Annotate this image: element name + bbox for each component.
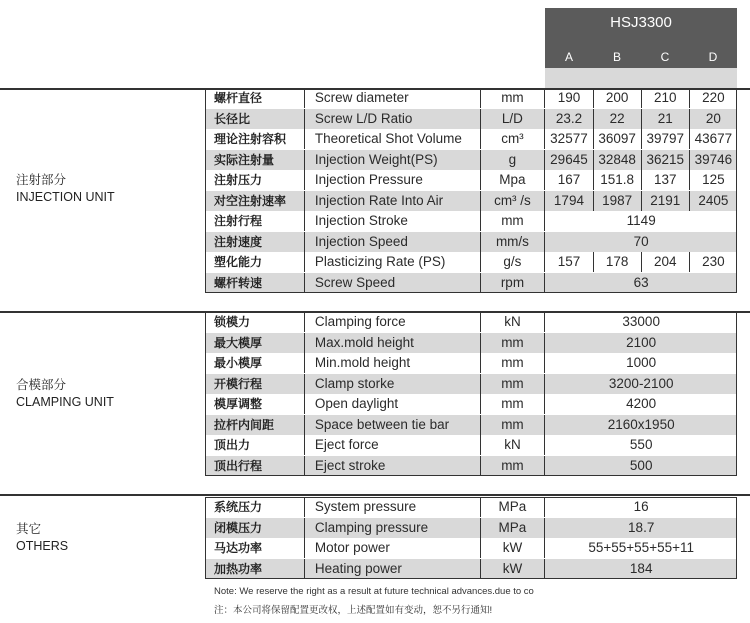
param-name-en: Theoretical Shot Volume (305, 129, 481, 149)
section-label-zh: 其它 (16, 522, 42, 536)
param-name-en: Eject force (305, 435, 481, 455)
param-unit: mm (481, 394, 546, 414)
param-unit: kW (481, 559, 546, 579)
param-unit: cm³ /s (481, 191, 546, 211)
param-name-zh: 最大模厚 (205, 333, 305, 353)
note-chinese: 注：本公司将保留配置更改权，上述配置如有变动，恕不另行通知! (214, 605, 493, 616)
param-value-b: 22 (594, 109, 642, 129)
param-values (545, 109, 737, 129)
column-label-a: A (564, 50, 573, 64)
section-label-en: CLAMPING UNIT (16, 395, 114, 409)
param-unit: Mpa (481, 170, 546, 190)
param-name-en: Space between tie bar (305, 415, 481, 435)
table-row (205, 435, 737, 455)
table-row (205, 129, 737, 149)
table-row (205, 109, 737, 129)
param-value-a: 23.2 (545, 109, 593, 129)
param-name-en: Motor power (305, 538, 481, 558)
param-name-zh: 注射速度 (205, 232, 305, 252)
table-row (205, 333, 737, 353)
param-name-en: Injection Pressure (305, 170, 481, 190)
param-name-zh: 系统压力 (205, 497, 305, 517)
param-value-d: 20 (705, 110, 721, 126)
param-value-a: 1794 (545, 191, 593, 211)
param-name-en: Clamping pressure (305, 518, 481, 538)
table-row (205, 211, 737, 231)
section-label-clamping (16, 377, 114, 411)
param-unit: cm³ (481, 129, 546, 149)
param-unit: kN (481, 435, 546, 455)
param-value-b: 32848 (594, 150, 642, 170)
param-unit: mm (481, 353, 546, 373)
param-name-zh: 实际注射量 (205, 150, 305, 170)
param-value: 55+55+55+55+11 (588, 540, 694, 555)
table-row (205, 312, 737, 332)
param-value-d: 2405 (698, 192, 729, 208)
table-row (205, 415, 737, 435)
param-value-b: 151.8 (594, 170, 642, 190)
param-name-zh: 注射行程 (205, 211, 305, 231)
table-row (205, 518, 737, 538)
param-value-c: 210 (642, 88, 690, 108)
param-value-d: 39746 (694, 151, 733, 167)
param-name-zh: 顶出力 (205, 435, 305, 455)
param-value-b: 178 (594, 252, 642, 272)
param-value-a: 32577 (545, 129, 593, 149)
section-label-en: INJECTION UNIT (16, 190, 115, 204)
param-values (545, 252, 737, 272)
param-value: 63 (633, 274, 649, 290)
param-name-zh: 开模行程 (205, 374, 305, 394)
param-values (545, 129, 737, 149)
param-name-en: Min.mold height (305, 353, 481, 373)
column-label-b: B (612, 50, 621, 64)
model-column-labels (545, 46, 737, 68)
param-name-zh: 螺杆转速 (205, 273, 305, 293)
param-name-zh: 注射压力 (205, 170, 305, 190)
param-unit: kW (481, 538, 546, 558)
table-row (205, 456, 737, 476)
param-unit: mm (481, 211, 546, 231)
param-unit: MPa (481, 497, 546, 517)
param-value-d: 220 (702, 90, 725, 105)
column-label-c: C (660, 50, 670, 64)
param-name-en: System pressure (305, 497, 481, 517)
param-name-en: Eject stroke (305, 456, 481, 476)
table-row (205, 170, 737, 190)
param-name-en: Injection Weight(PS) (305, 150, 481, 170)
section-label-others (16, 521, 68, 555)
param-name-zh: 对空注射速率 (205, 191, 305, 211)
param-unit: mm/s (481, 232, 546, 252)
param-value-c: 21 (642, 109, 690, 129)
table-row (205, 497, 737, 517)
param-value-a: 167 (545, 170, 593, 190)
param-value-c: 2191 (642, 191, 690, 211)
param-name-zh: 理论注射容积 (205, 129, 305, 149)
param-value-d: 230 (702, 254, 725, 269)
param-value-d: 125 (702, 172, 725, 187)
param-value: 1000 (626, 355, 657, 370)
param-name-zh: 螺杆直径 (205, 88, 305, 108)
param-name-en: Heating power (305, 559, 481, 579)
param-value-c: 204 (642, 252, 690, 272)
param-value: 550 (629, 437, 653, 452)
table-row (205, 559, 737, 579)
column-label-d: D (708, 50, 718, 64)
param-values (545, 170, 737, 190)
param-unit: mm (481, 333, 546, 353)
param-value-c: 39797 (642, 129, 690, 149)
param-unit: g (481, 150, 546, 170)
param-name-en: Injection Stroke (305, 211, 481, 231)
param-unit: mm (481, 88, 546, 108)
param-name-en: Clamping force (305, 312, 481, 332)
param-name-zh: 顶出行程 (205, 456, 305, 476)
table-row (205, 88, 737, 108)
param-name-zh: 最小模厚 (205, 353, 305, 373)
param-value: 2100 (626, 334, 657, 350)
param-name-en: Max.mold height (305, 333, 481, 353)
param-value: 16 (633, 499, 649, 514)
param-values (545, 150, 737, 170)
table-row (205, 150, 737, 170)
param-name-zh: 长径比 (205, 109, 305, 129)
table-row (205, 538, 737, 558)
param-value-a: 29645 (545, 150, 593, 170)
param-name-en: Screw L/D Ratio (305, 109, 481, 129)
param-value: 184 (629, 560, 653, 576)
param-value-c: 36215 (642, 150, 690, 170)
param-value-b: 36097 (594, 129, 642, 149)
table-row (205, 252, 737, 272)
param-unit: MPa (481, 518, 546, 538)
param-name-zh: 拉杆内间距 (205, 415, 305, 435)
param-values (545, 191, 737, 211)
param-value: 33000 (622, 314, 660, 329)
param-name-en: Injection Speed (305, 232, 481, 252)
table-row (205, 353, 737, 373)
param-value-b: 200 (594, 88, 642, 108)
model-header-band (545, 68, 737, 88)
table-row (205, 232, 737, 252)
param-value: 18.7 (628, 519, 655, 535)
param-value-a: 190 (545, 88, 593, 108)
param-unit: mm (481, 456, 546, 476)
param-name-en: Screw Speed (305, 273, 481, 293)
param-name-zh: 锁模力 (205, 312, 305, 332)
section-label-zh: 注射部分 (16, 173, 67, 187)
table-row (205, 273, 737, 293)
param-value: 70 (633, 233, 649, 249)
param-name-zh: 加热功率 (205, 559, 305, 579)
param-unit: mm (481, 415, 546, 435)
param-name-zh: 模厚调整 (205, 394, 305, 414)
note-english: Note: We reserve the right as a result at future technical advances.due to co (214, 586, 534, 597)
model-title: HSJ3300 (610, 14, 672, 31)
param-name-en: Clamp storke (305, 374, 481, 394)
param-value-a: 157 (545, 252, 593, 272)
param-unit: rpm (481, 273, 546, 293)
section-label-injection (16, 172, 115, 206)
param-values (545, 88, 737, 108)
table-row (205, 374, 737, 394)
param-name-en: Plasticizing Rate (PS) (305, 252, 481, 272)
param-value: 3200-2100 (608, 375, 674, 391)
param-name-zh: 塑化能力 (205, 252, 305, 272)
param-value-d: 43677 (694, 131, 733, 146)
param-name-en: Injection Rate Into Air (305, 191, 481, 211)
section-divider (0, 494, 750, 496)
param-value: 1149 (626, 213, 656, 228)
param-name-en: Open daylight (305, 394, 481, 414)
table-row (205, 394, 737, 414)
param-name-en: Screw diameter (305, 88, 481, 108)
param-value: 500 (629, 457, 653, 473)
param-value: 2160x1950 (607, 416, 675, 432)
param-value: 4200 (626, 396, 657, 411)
section-label-zh: 合模部分 (16, 378, 67, 392)
param-unit: mm (481, 374, 546, 394)
param-unit: L/D (481, 109, 546, 129)
param-name-zh: 闭模压力 (205, 518, 305, 538)
param-value-b: 1987 (594, 191, 642, 211)
param-value-c: 137 (642, 170, 690, 190)
section-label-en: OTHERS (16, 539, 69, 553)
param-name-zh: 马达功率 (205, 538, 305, 558)
param-unit: g/s (481, 252, 546, 272)
table-row (205, 191, 737, 211)
param-unit: kN (481, 312, 546, 332)
